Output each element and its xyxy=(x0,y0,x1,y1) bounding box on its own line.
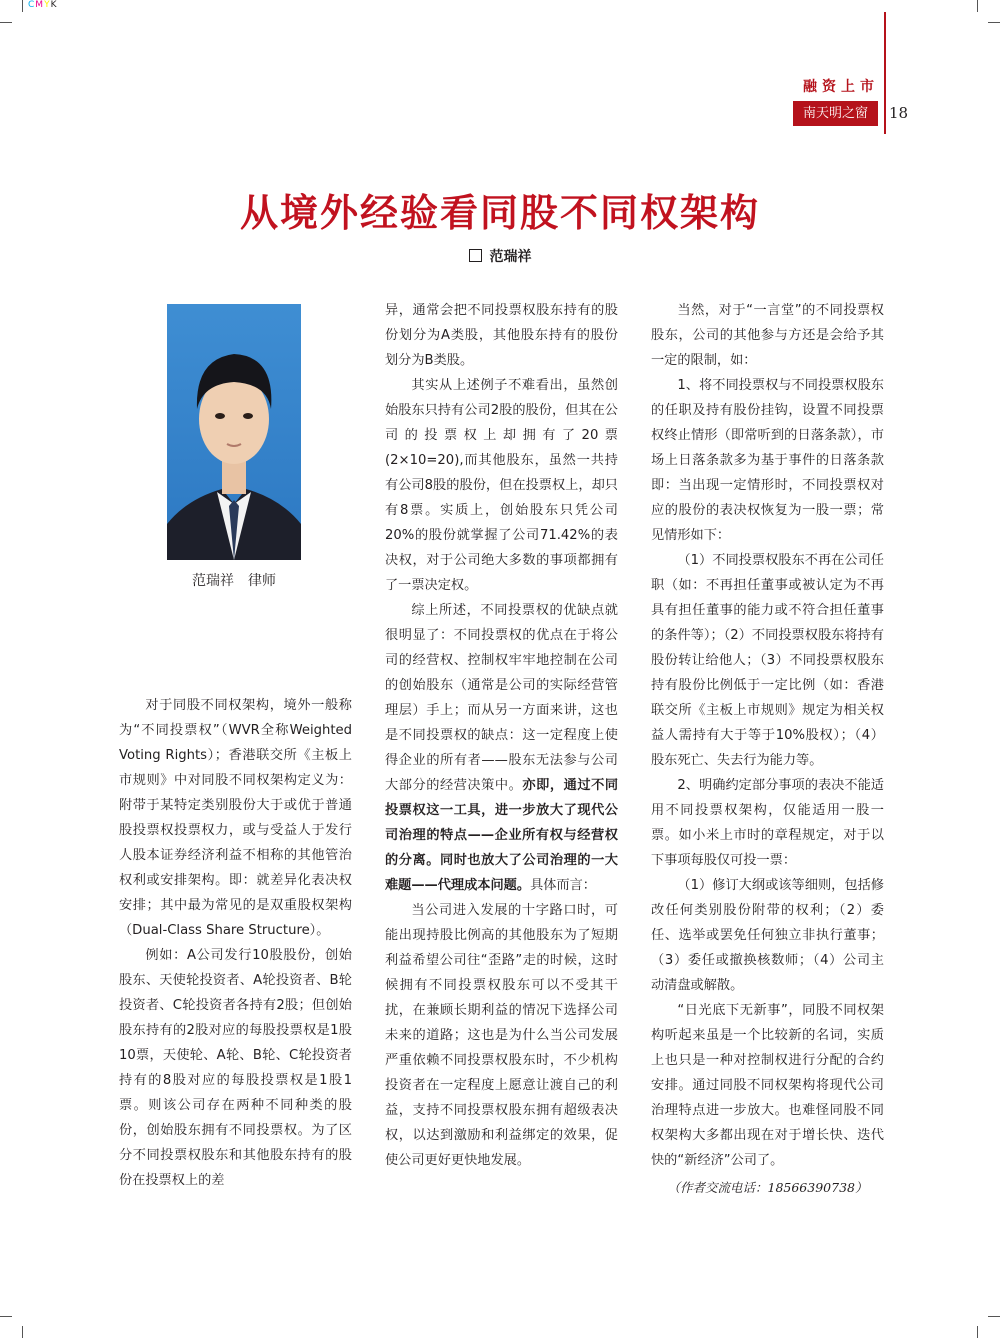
paragraph: 1、将不同投票权与不同投票权股东的任职及持有股份挂钩，设置不同投票权终止情形（即常听到的日落条款），市场上日落条款多为基于事件的日落条款即：当出现一定情形时，不同投票权对应的股份的表决权恢复为一股一票；常见情形如下： xyxy=(651,378,884,543)
paragraph: 对于同股不同权架构，境外一般称为“不同投票权”（WVR全称Weighted Voting Rights）；香港联交所《主板上市规则》中对同股不同权架构定义为：附带于某特定类别股份大于或优于普通股投票权投票权力，或与受益人于发行人股本证券经济利益不相称的其他管治权利或安排架构。即：就差异化表决权安排；其中最为常见的是双重股权架构（Dual-Class Share Structure）。 xyxy=(119,698,352,938)
author-name: 范瑞祥 xyxy=(489,249,532,265)
crop-mark xyxy=(988,22,1000,23)
paragraph-text: 综上所述，不同投票权的优缺点就很明显了：不同投票权的优点在于将公司的经营权、控制权牢牢地控制在公司的创始股东（通常是公司的实际经营管理层）手上；而从另一方面来讲，这也是不同投票权的缺点：这一定程度上使得企业的所有者——股东无法参与公司大部分的经营决策中。 xyxy=(385,603,618,793)
paragraph: （1）不同投票权股东不再在公司任职（如：不再担任董事或被认定为不再具有担任董事的能力或不符合担任董事的条件等）；（2）不同投票权股东将持有股份转让给他人；（3）不同投票权股东持有股份比例低于一定比例（如：香港联交所《主板上市规则》规定为相关权益人需持有大于等于10%股权）；（4）股东死亡、失去行为能力等。 xyxy=(651,553,884,768)
author-contact: （作者交流电话：18566390738） xyxy=(667,1180,868,1195)
crop-mark xyxy=(0,1316,12,1317)
crop-mark xyxy=(22,0,23,12)
crop-mark xyxy=(22,1326,23,1338)
paragraph: 当然，对于“一言堂”的不同投票权股东，公司的其他参与方还是会给予其一定的限制，如： xyxy=(651,303,884,368)
paragraph: 异，通常会把不同投票权股东持有的股份划分为A类股，其他股东持有的股份划分为B类股。 xyxy=(385,303,618,368)
paragraph: 2、明确约定部分事项的表决不能适用不同投票权架构，仅能适用一股一票。如小米上市时的章程规定，对于以下事项每股仅可投一票： xyxy=(651,778,884,868)
author-photo xyxy=(167,304,301,560)
paragraph xyxy=(385,598,618,898)
paragraph: 当公司进入发展的十字路口时，可能出现持股比例高的其他股东为了短期利益希望公司往“歪路”走的时候，这时候拥有不同投票权股东可以不受其干扰，在兼顾长期利益的情况下选择公司未来的道路；这也是为什么当公司发展严重依赖不同投票权股东时，不少机构投资者在一定程度上愿意让渡自己的利益，支持不同投票权股东拥有超级表决权，以达到激励和利益绑定的效果，促使公司更好更快地发展。 xyxy=(385,903,618,1168)
emphasis-text: 亦即，通过不同投票权这一工具，进一步放大了现代公司治理的特点——企业所有权与经营权的分离。同时也放大了公司治理的一大难题——代理成本问题。 xyxy=(385,778,619,893)
text-column-3 xyxy=(651,298,884,1200)
paragraph: “日光底下无新事”，同股不同权架构听起来虽是一个比较新的名词，实质上也只是一种对控制权进行分配的合约安排。通过同股不同权架构将现代公司治理特点进一步放大。也难怪同股不同权架构大多都出现在对于增长快、迭代快的“新经济”公司了。 xyxy=(651,1003,884,1168)
paragraph-text: 具体而言： xyxy=(530,878,596,893)
paragraph: （1）修订大纲或该等细则，包括修改任何类别股份附带的权利；（2）委任、选举或罢免任何独立非执行董事；（3）委任或撤换核数师；（4）公司主动清盘或解散。 xyxy=(651,878,884,993)
crop-mark xyxy=(977,0,978,12)
paragraph: 其实从上述例子不难看出，虽然创始股东只持有公司2股的股份，但其在公司的投票权上却拥有了20票(2×10=20),而其他股东，虽然一共持有公司8股的股份，但在投票权上，却只有8票。实质上，创始股东只凭公司20%的股份就掌握了公司71.42%的表决权，对于公司绝大多数的事项都拥有了一票决定权。 xyxy=(385,378,618,593)
portrait-illustration xyxy=(167,304,301,560)
column-tag: 南天明之窗 xyxy=(793,101,878,126)
cmyk-color-bar: CMYK xyxy=(28,0,58,10)
crop-mark xyxy=(977,1326,978,1338)
paragraph: 例如：A公司发行10股股份，创始股东、天使轮投资者、A轮投资者、B轮投资者、C轮投资者各持有2股；但创始股东持有的2股对应的每股投票权是1股10票，天使轮、A轮、B轮、C轮投资者持有的8股对应的每股投票权是1股1票。则该公司存在两种不同种类的股份，创始股东拥有不同投票权。为了区分不同投票权股东和其他股东持有的股份在投票权上的差 xyxy=(119,948,352,1188)
section-title: 融资上市 xyxy=(803,79,879,95)
article-title: 从境外经验看同股不同权架构 xyxy=(239,191,760,235)
header-rule xyxy=(884,12,886,134)
crop-mark xyxy=(988,1316,1000,1317)
text-column-2 xyxy=(385,298,618,1173)
page-number: 18 xyxy=(889,104,909,122)
square-icon xyxy=(469,249,482,262)
crop-mark xyxy=(0,22,12,23)
text-column-1 xyxy=(119,693,352,1193)
byline xyxy=(0,246,1000,266)
photo-caption: 范瑞祥 律师 xyxy=(192,573,276,589)
